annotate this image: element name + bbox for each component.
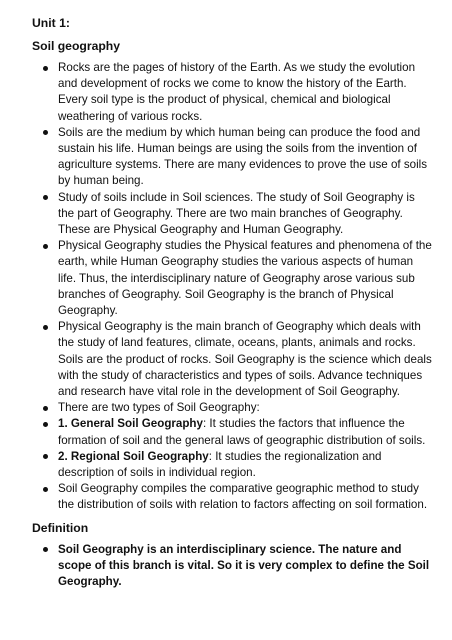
bullet-icon <box>43 244 48 249</box>
bullet-icon <box>43 406 48 411</box>
list-item <box>32 319 432 400</box>
list-item-text: Physical Geography studies the Physical features and phenomena of the earth, while Human Geography studies the various aspects of human life. Thus, the interdisciplinary nature of Geography arose various sub branches of Geography. Soil Geography is the branch of Physical Geography. <box>58 239 432 318</box>
bullet-icon <box>43 547 48 552</box>
unit-title: Unit 1: <box>32 16 70 30</box>
list-item-text: Physical Geography is the main branch of Geography which deals with the study of land features, climate, oceans, plants, animals and rocks. Soils are the product of rocks. Soil Geography is the science which deals with the study of characteristics and types of soils. Advance techniques and research have vital role in the development of Soil Geography. <box>58 320 432 399</box>
list-item-text: Rocks are the pages of history of the Earth. As we study the evolution and development of rocks we come to know the history of the Earth. Every soil type is the product of physical, chemical and biological weathering of various rocks. <box>58 61 416 123</box>
bullet-icon <box>43 487 48 492</box>
bullet-list <box>32 60 432 514</box>
list-item <box>32 481 432 513</box>
list-item <box>32 190 432 239</box>
list-item <box>32 238 432 319</box>
definition-list <box>32 542 432 591</box>
list-item-text: There are two types of Soil Geography: <box>58 401 260 415</box>
list-item-term: 1. General Soil Geography <box>58 417 203 431</box>
list-item <box>32 60 432 125</box>
list-item-text: : It studies the factors that influence the formation of soil and the general laws of geographic distribution of soils. <box>58 417 426 447</box>
list-item-text: Soil Geography compiles the comparative geographic method to study the distribution of soils with relation to factors affecting on soil formation. <box>58 482 428 512</box>
list-item <box>32 125 432 190</box>
definition-heading: Definition <box>32 520 89 535</box>
bullet-icon <box>43 422 48 427</box>
list-item <box>32 449 432 481</box>
list-item <box>32 542 432 591</box>
bullet-icon <box>43 130 48 135</box>
bullet-icon <box>43 454 48 459</box>
list-item <box>32 400 432 416</box>
list-item-term: 2. Regional Soil Geography <box>58 449 209 463</box>
list-item-text: Soils are the medium by which human being can produce the food and sustain his life. Human beings are using the soils from the invention of agriculture systems. There are many evidences to prove the use of soils by human being. <box>58 125 428 188</box>
bullet-icon <box>43 325 48 330</box>
bullet-icon <box>43 195 48 200</box>
list-item <box>32 416 432 448</box>
list-item-text: Study of soils include in Soil sciences. The study of Soil Geography is the part of Geography. There are two main branches of Geography. These are Physical Geography and Human Geography. <box>58 190 415 237</box>
section-heading: Soil geography <box>32 39 121 53</box>
bullet-icon <box>43 66 48 71</box>
list-item-text: Soil Geography is an interdisciplinary science. The nature and scope of this branch is vital. So it is very complex to define the Soil Geography. <box>58 542 430 589</box>
list-item-text: : It studies the regionalization and description of soils in individual region. <box>58 449 382 480</box>
